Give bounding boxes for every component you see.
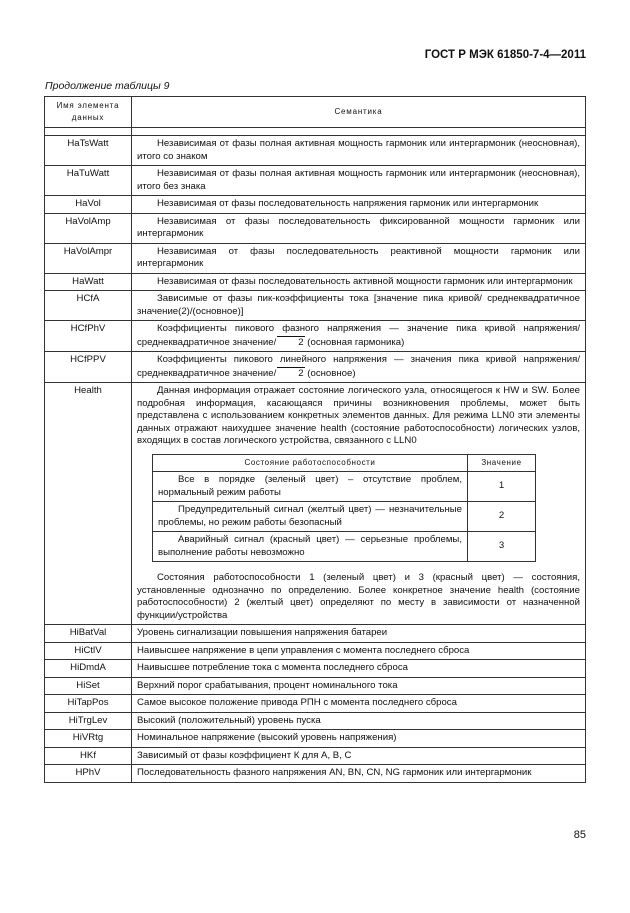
health-state-row	[153, 472, 536, 502]
state-value: 2	[468, 502, 536, 532]
state-text: Предупредительный сигнал (желтый цвет) — незначительные проблемы, но режим работы безопасный	[153, 502, 468, 532]
health-state-row	[153, 502, 536, 532]
state-value: 1	[468, 472, 536, 502]
row-name: Health	[45, 383, 132, 625]
row-name: HiTapPos	[45, 695, 132, 713]
row-name: HaVolAmp	[45, 213, 132, 243]
table-row	[45, 321, 586, 352]
table-row	[45, 166, 586, 196]
table-row	[45, 625, 586, 643]
row-text	[132, 321, 586, 352]
text-pre: Коэффициенты пикового линейного напряжения — значения пика кривой напряжения/ среднеквадратичное значение/	[137, 354, 580, 379]
row-text: Независимая от фазы полная активная мощность гармоник или интергармоник (неосновная), итого со знаком	[132, 136, 586, 166]
health-state-table	[152, 454, 536, 563]
sqrt-arg: 2	[298, 336, 304, 348]
row-text	[132, 352, 586, 383]
table-row	[45, 712, 586, 730]
text-post: (основное)	[304, 367, 356, 379]
table-row	[45, 765, 586, 783]
row-text	[132, 383, 586, 625]
row-name: HaVolAmpr	[45, 243, 132, 273]
row-text: Уровень сигнализации повышения напряжения батареи	[132, 625, 586, 643]
row-text: Независимая от фазы полная активная мощность гармоник или интергармоник (неосновная), итого без знака	[132, 166, 586, 196]
table-row	[45, 677, 586, 695]
table-row	[45, 273, 586, 291]
state-text: Аварийный сигнал (красный цвет) — серьезные проблемы, выполнение работы невозможно	[153, 532, 468, 562]
text-post: (основная гармоника)	[304, 336, 405, 348]
state-column-header: Состояние работоспособности	[153, 454, 468, 472]
table-row	[45, 213, 586, 243]
row-name: HCfA	[45, 291, 132, 321]
row-text: Зависимый от фазы коэффициент К для А, В, С	[132, 747, 586, 765]
table-row	[45, 136, 586, 166]
row-text: Независимая от фазы последовательность фиксированной мощности гармоник или интергармоник	[132, 213, 586, 243]
sqrt-icon	[277, 367, 304, 381]
row-name: HiTrgLev	[45, 712, 132, 730]
table-row	[45, 747, 586, 765]
table-row	[45, 730, 586, 748]
row-text: Наивысшее напряжение в цепи управления с момента последнего сброса	[132, 642, 586, 660]
row-name: HaTsWatt	[45, 136, 132, 166]
row-name: HiVRtg	[45, 730, 132, 748]
row-name: HCfPPV	[45, 352, 132, 383]
sqrt-icon	[277, 336, 304, 350]
page-number: 85	[573, 829, 586, 841]
row-name: HCfPhV	[45, 321, 132, 352]
health-state-row	[153, 532, 536, 562]
row-name: HaVol	[45, 196, 132, 214]
row-name: HiBatVal	[45, 625, 132, 643]
sqrt-arg: 2	[298, 367, 304, 379]
row-text: Высокий (положительный) уровень пуска	[132, 712, 586, 730]
row-name: HiCtlV	[45, 642, 132, 660]
state-value: 3	[468, 532, 536, 562]
health-intro: Данная информация отражает состояние логического узла, относящегося к HW и SW. Более подробная информация, касающаяся причины возникновения проблемы, может быть представлена с использованием конкретных элементов данных. Для режима LLN0 эти элементы данных отражают наихудшее значение health (состояние работоспособности) логических узлов, входящих в состав логического устройства, связанного с LLN0	[137, 385, 580, 446]
row-name: HiDmdA	[45, 660, 132, 678]
row-text: Зависимые от фазы пик-коэффициенты тока [значение пика кривой/ среднеквадратичное значение(2)/(основное)]	[132, 291, 586, 321]
value-column-header: Значение	[468, 454, 536, 472]
row-name: HiSet	[45, 677, 132, 695]
document-header: ГОСТ Р МЭК 61850-7-4—2011	[424, 49, 586, 61]
row-name: HKf	[45, 747, 132, 765]
table-row	[45, 695, 586, 713]
health-outro: Состояния работоспособности 1 (зеленый цвет) и 3 (красный цвет) — состояния, установленные однозначно по определению. Более конкретное значение health (состояние работоспособности) 2 (желтый цвет) определяют по месту в зависимости от назначенной функции/устройства	[137, 572, 580, 621]
row-text: Наивысшее потребление тока с момента последнего сброса	[132, 660, 586, 678]
table-row	[45, 642, 586, 660]
table-row	[45, 291, 586, 321]
column-header-semantics: Семантика	[132, 97, 586, 128]
row-text: Верхний порог срабатывания, процент номинального тока	[132, 677, 586, 695]
row-name: HaWatt	[45, 273, 132, 291]
row-text: Независимая от фазы последовательность напряжения гармоник или интергармоник	[132, 196, 586, 214]
table-row	[45, 243, 586, 273]
text-pre: Коэффициенты пикового фазного напряжения — значение пика кривой напряжения/ среднеквадратичное значение/	[137, 323, 580, 348]
row-text: Независимая от фазы последовательность активной мощности гармоник или интергармоник	[132, 273, 586, 291]
state-text: Все в порядке (зеленый цвет) – отсутствие проблем, нормальный режим работы	[153, 472, 468, 502]
table-row-health	[45, 383, 586, 625]
row-text: Номинальное напряжение (высокий уровень напряжения)	[132, 730, 586, 748]
row-name: HPhV	[45, 765, 132, 783]
column-header-name: Имя элемента данных	[45, 97, 132, 128]
row-text: Самое высокое положение привода РПН с момента последнего сброса	[132, 695, 586, 713]
data-table	[44, 96, 586, 783]
table-row	[45, 196, 586, 214]
row-text: Независимая от фазы последовательность реактивной мощности гармоник или интергармоник	[132, 243, 586, 273]
row-text: Последовательность фазного напряжения AN, BN, CN, NG гармоник или интергармоник	[132, 765, 586, 783]
table-row	[45, 660, 586, 678]
row-name: HaTuWatt	[45, 166, 132, 196]
table-row	[45, 352, 586, 383]
table-continuation-caption: Продолжение таблицы 9	[45, 80, 170, 92]
